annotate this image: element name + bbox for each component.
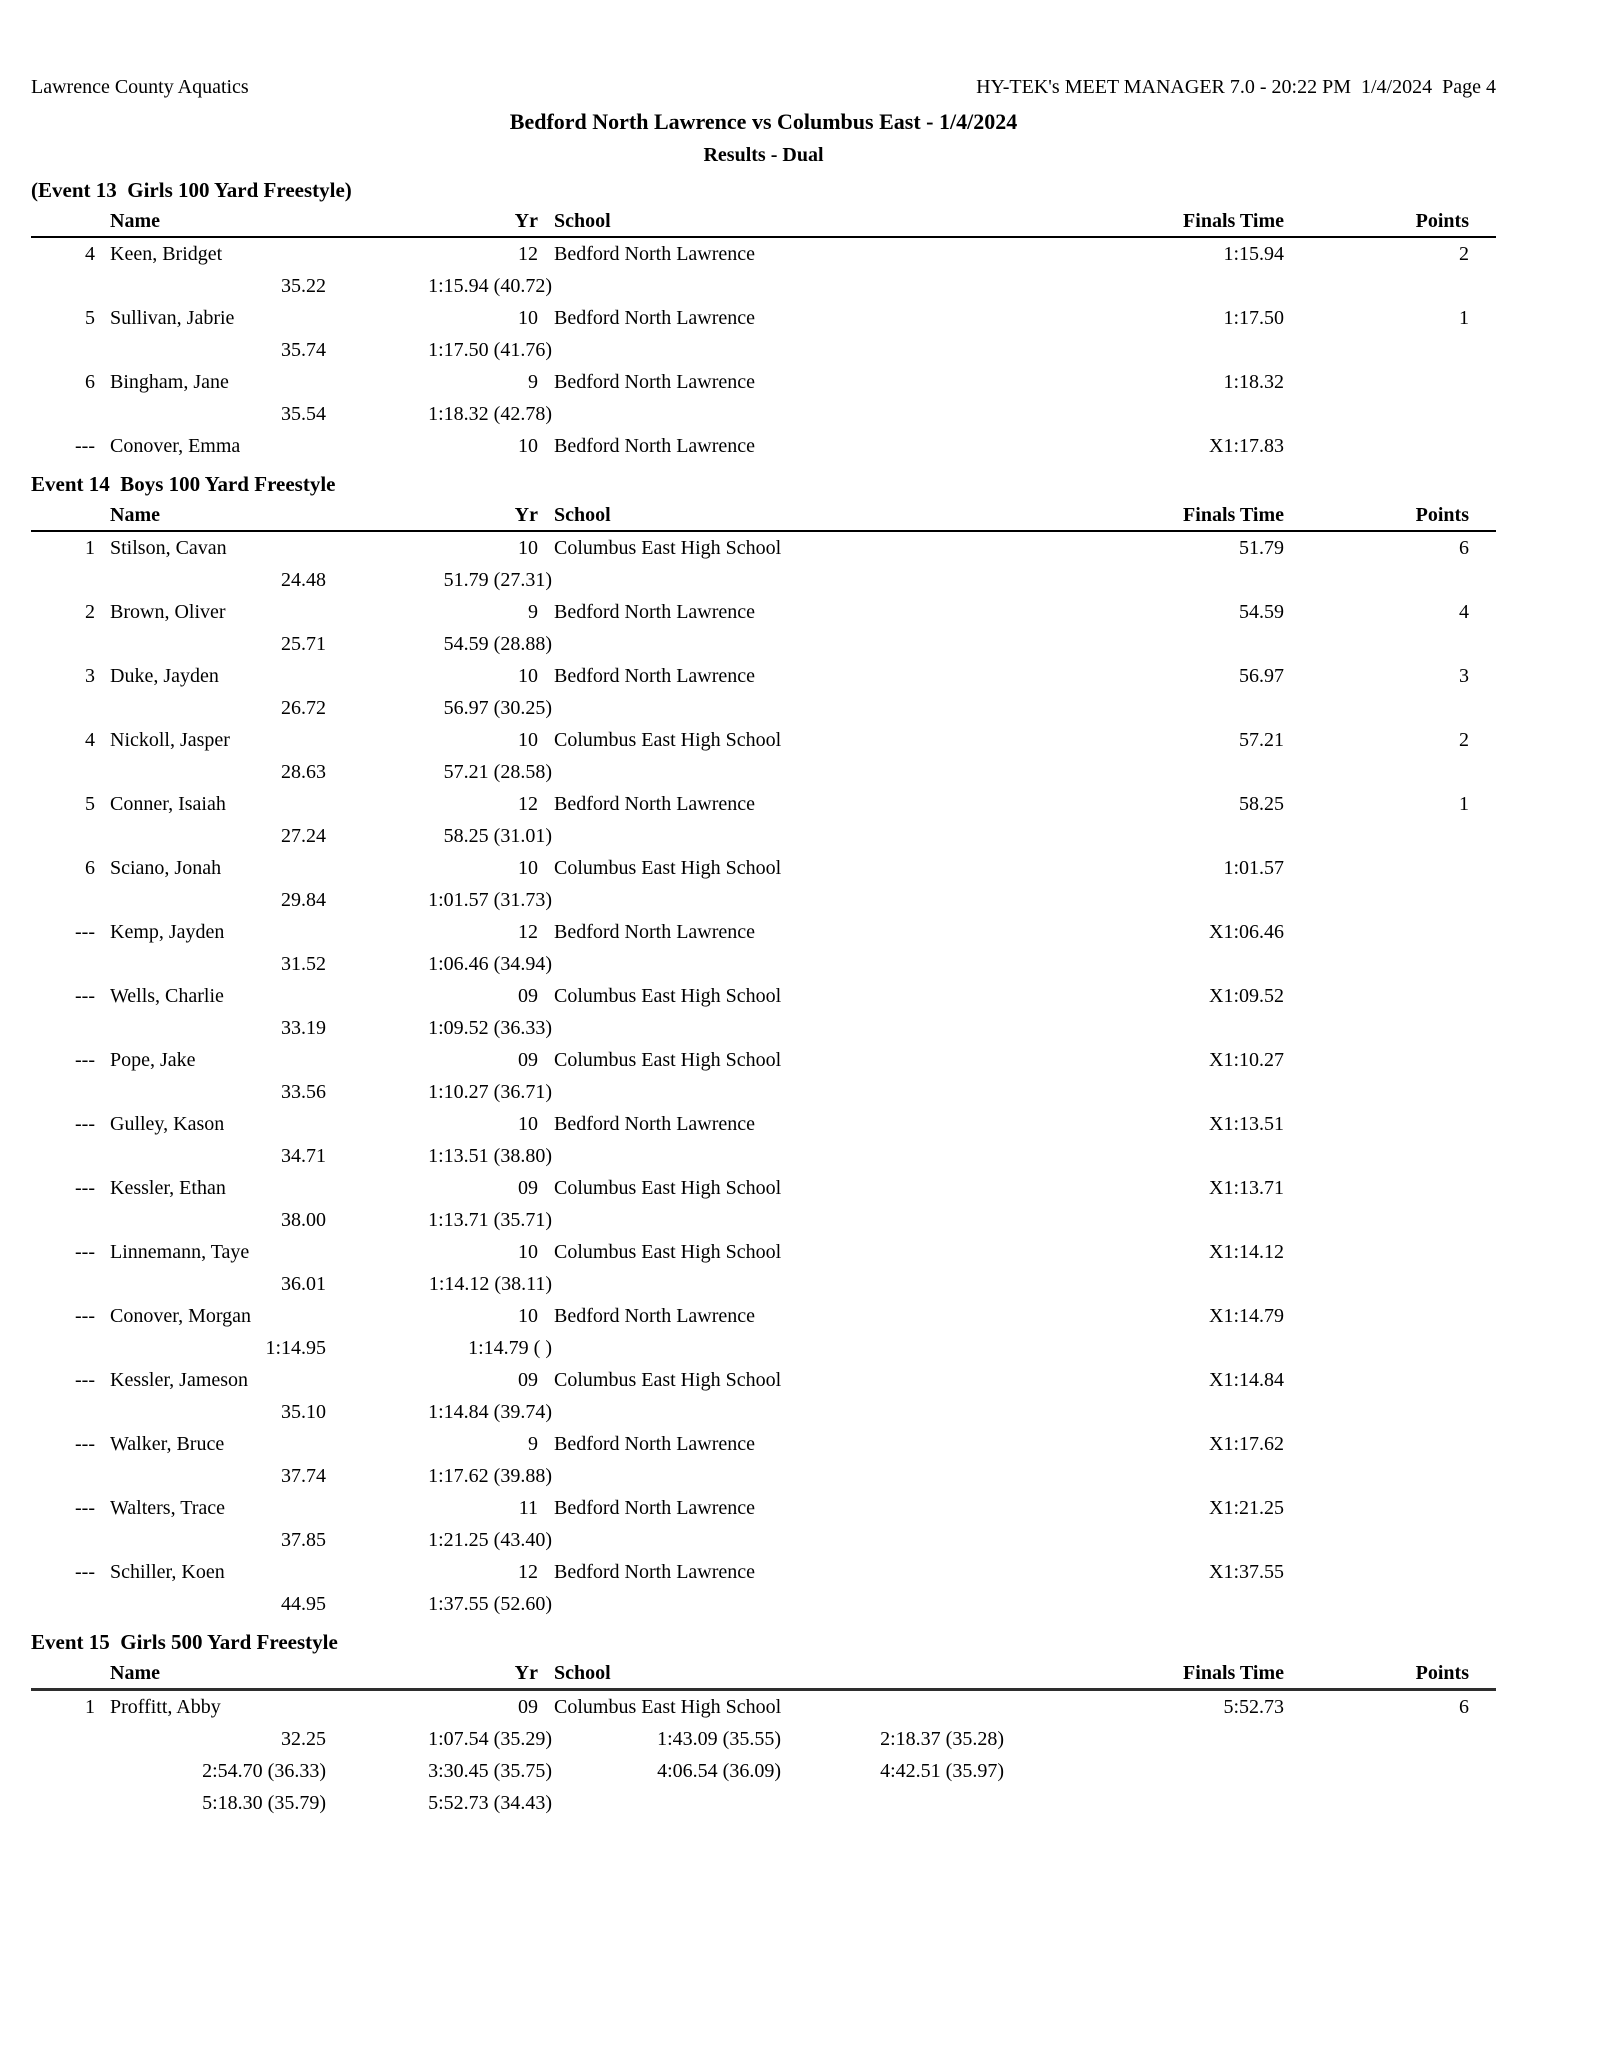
points-cell bbox=[1284, 1300, 1469, 1332]
swimmer-name: Conover, Emma bbox=[110, 435, 241, 457]
school-cell: Bedford North Lawrence bbox=[554, 1561, 756, 1583]
split-time-cell: 29.84 bbox=[281, 889, 326, 911]
split-time-cell: 24.48 bbox=[281, 569, 326, 591]
place-cell: --- bbox=[75, 985, 95, 1007]
splits-row bbox=[31, 1723, 1496, 1755]
finals-time-cell: 5:52.73 bbox=[1223, 1696, 1284, 1718]
year-cell: 10 bbox=[518, 307, 538, 329]
split-time-cell: 1:17.50 (41.76) bbox=[428, 339, 552, 361]
header-finals-time: Finals Time bbox=[1183, 210, 1284, 232]
year-cell: 10 bbox=[518, 665, 538, 687]
splits-row bbox=[31, 628, 1496, 660]
split-time-cell: 1:43.09 (35.55) bbox=[657, 1728, 781, 1750]
split-time-cell: 37.85 bbox=[281, 1529, 326, 1551]
splits-row bbox=[31, 692, 1496, 724]
swimmer-name: Sullivan, Jabrie bbox=[110, 307, 235, 329]
split-time-cell: 54.59 (28.88) bbox=[443, 633, 552, 655]
split-time-cell: 51.79 (27.31) bbox=[443, 569, 552, 591]
results-header-row bbox=[31, 500, 1496, 532]
school-cell: Columbus East High School bbox=[554, 537, 782, 559]
finals-time-cell: 56.97 bbox=[1239, 665, 1284, 687]
splits-row bbox=[31, 564, 1496, 596]
split-time-cell: 27.24 bbox=[281, 825, 326, 847]
split-time-cell: 31.52 bbox=[281, 953, 326, 975]
year-cell: 11 bbox=[518, 1497, 538, 1519]
split-time-cell: 44.95 bbox=[281, 1593, 326, 1615]
year-cell: 12 bbox=[518, 243, 538, 265]
school-cell: Columbus East High School bbox=[554, 1049, 782, 1071]
school-cell: Columbus East High School bbox=[554, 857, 782, 879]
points-cell: 1 bbox=[1459, 307, 1469, 329]
header-place-spacer bbox=[31, 206, 95, 236]
points-cell bbox=[1284, 1364, 1469, 1396]
place-cell: 4 bbox=[85, 729, 95, 751]
doc-header bbox=[31, 74, 1496, 100]
splits-row bbox=[31, 884, 1496, 916]
place-cell: --- bbox=[75, 1113, 95, 1135]
result-row bbox=[31, 302, 1496, 334]
swimmer-name: Bingham, Jane bbox=[110, 371, 229, 393]
year-cell: 10 bbox=[518, 1241, 538, 1263]
year-cell: 12 bbox=[518, 921, 538, 943]
points-cell bbox=[1284, 1492, 1469, 1524]
points-cell: 6 bbox=[1459, 537, 1469, 559]
finals-time-cell: X1:14.84 bbox=[1209, 1369, 1284, 1391]
result-row bbox=[31, 1108, 1496, 1140]
split-time-cell: 2:18.37 (35.28) bbox=[880, 1728, 1004, 1750]
splits-row bbox=[31, 1787, 1496, 1819]
split-time-cell: 1:21.25 (43.40) bbox=[428, 1529, 552, 1551]
split-time-cell: 35.54 bbox=[281, 403, 326, 425]
points-cell bbox=[1284, 916, 1469, 948]
place-cell: 3 bbox=[85, 665, 95, 687]
year-cell: 09 bbox=[518, 985, 538, 1007]
swimmer-name: Walters, Trace bbox=[110, 1497, 226, 1519]
result-row bbox=[31, 1300, 1496, 1332]
finals-time-cell: 51.79 bbox=[1239, 537, 1284, 559]
place-cell: --- bbox=[75, 921, 95, 943]
split-time-cell: 35.10 bbox=[281, 1401, 326, 1423]
header-points: Points bbox=[1415, 210, 1469, 232]
school-cell: Bedford North Lawrence bbox=[554, 1113, 756, 1135]
place-cell: --- bbox=[75, 1241, 95, 1263]
swimmer-name: Conner, Isaiah bbox=[110, 793, 226, 815]
splits-row bbox=[31, 1204, 1496, 1236]
result-row bbox=[31, 366, 1496, 398]
splits-row bbox=[31, 1332, 1496, 1364]
swimmer-name: Duke, Jayden bbox=[110, 665, 219, 687]
header-points: Points bbox=[1415, 1662, 1469, 1684]
swimmer-name: Kemp, Jayden bbox=[110, 921, 225, 943]
header-name: Name bbox=[110, 1662, 160, 1684]
points-cell bbox=[1284, 980, 1469, 1012]
swimmer-name: Brown, Oliver bbox=[110, 601, 226, 623]
splits-row bbox=[31, 398, 1496, 430]
header-yr: Yr bbox=[514, 1662, 538, 1684]
year-cell: 10 bbox=[518, 1305, 538, 1327]
result-row bbox=[31, 1044, 1496, 1076]
split-time-cell: 26.72 bbox=[281, 697, 326, 719]
year-cell: 12 bbox=[518, 1561, 538, 1583]
place-cell: --- bbox=[75, 1369, 95, 1391]
finals-time-cell: X1:13.51 bbox=[1209, 1113, 1284, 1135]
swimmer-name: Sciano, Jonah bbox=[110, 857, 222, 879]
swimmer-name: Walker, Bruce bbox=[110, 1433, 225, 1455]
finals-time-cell: 1:17.50 bbox=[1223, 307, 1284, 329]
year-cell: 10 bbox=[518, 435, 538, 457]
school-cell: Columbus East High School bbox=[554, 1696, 782, 1718]
school-cell: Bedford North Lawrence bbox=[554, 435, 756, 457]
school-cell: Bedford North Lawrence bbox=[554, 1433, 756, 1455]
split-time-cell: 35.22 bbox=[281, 275, 326, 297]
place-cell: --- bbox=[75, 1433, 95, 1455]
result-row bbox=[31, 916, 1496, 948]
event-title: Event 15 Girls 500 Yard Freestyle bbox=[31, 1630, 338, 1654]
split-time-cell: 32.25 bbox=[281, 1728, 326, 1750]
split-time-cell: 57.21 (28.58) bbox=[443, 761, 552, 783]
place-cell: --- bbox=[75, 1561, 95, 1583]
year-cell: 09 bbox=[518, 1369, 538, 1391]
split-time-cell: 1:09.52 (36.33) bbox=[428, 1017, 552, 1039]
place-cell: 1 bbox=[85, 1696, 95, 1718]
split-time-cell: 56.97 (30.25) bbox=[443, 697, 552, 719]
finals-time-cell: 1:01.57 bbox=[1223, 857, 1284, 879]
split-time-cell: 1:15.94 (40.72) bbox=[428, 275, 552, 297]
school-cell: Bedford North Lawrence bbox=[554, 601, 756, 623]
header-school: School bbox=[554, 504, 611, 526]
place-cell: 6 bbox=[85, 371, 95, 393]
result-row bbox=[31, 238, 1496, 270]
result-row bbox=[31, 1492, 1496, 1524]
splits-row bbox=[31, 1012, 1496, 1044]
split-time-cell: 1:13.51 (38.80) bbox=[428, 1145, 552, 1167]
header-place-spacer bbox=[31, 500, 95, 530]
result-row bbox=[31, 596, 1496, 628]
result-row bbox=[31, 1428, 1496, 1460]
finals-time-cell: X1:37.55 bbox=[1209, 1561, 1284, 1583]
finals-time-cell: 57.21 bbox=[1239, 729, 1284, 751]
year-cell: 12 bbox=[518, 793, 538, 815]
split-time-cell: 35.74 bbox=[281, 339, 326, 361]
header-place-spacer bbox=[31, 1658, 95, 1688]
split-time-cell: 36.01 bbox=[281, 1273, 326, 1295]
split-time-cell: 1:14.79 ( ) bbox=[468, 1337, 552, 1359]
split-time-cell: 1:01.57 (31.73) bbox=[428, 889, 552, 911]
header-name: Name bbox=[110, 210, 160, 232]
header-name: Name bbox=[110, 504, 160, 526]
result-row bbox=[31, 788, 1496, 820]
split-time-cell: 33.19 bbox=[281, 1017, 326, 1039]
split-time-cell: 4:42.51 (35.97) bbox=[880, 1760, 1004, 1782]
swimmer-name: Linnemann, Taye bbox=[110, 1241, 250, 1263]
points-cell bbox=[1284, 1236, 1469, 1268]
year-cell: 09 bbox=[518, 1049, 538, 1071]
split-time-cell: 1:14.95 bbox=[265, 1337, 326, 1359]
points-cell: 4 bbox=[1459, 601, 1469, 623]
place-cell: 2 bbox=[85, 601, 95, 623]
year-cell: 9 bbox=[528, 601, 538, 623]
split-time-cell: 1:14.84 (39.74) bbox=[428, 1401, 552, 1423]
split-time-cell: 33.56 bbox=[281, 1081, 326, 1103]
swimmer-name: Kessler, Ethan bbox=[110, 1177, 226, 1199]
header-finals-time: Finals Time bbox=[1183, 504, 1284, 526]
year-cell: 9 bbox=[528, 1433, 538, 1455]
place-cell: --- bbox=[75, 1177, 95, 1199]
result-row bbox=[31, 980, 1496, 1012]
year-cell: 10 bbox=[518, 537, 538, 559]
event-title: Event 14 Boys 100 Yard Freestyle bbox=[31, 472, 336, 496]
event-title: (Event 13 Girls 100 Yard Freestyle) bbox=[31, 178, 352, 202]
header-finals-time: Finals Time bbox=[1183, 1662, 1284, 1684]
split-time-cell: 5:18.30 (35.79) bbox=[202, 1792, 326, 1814]
split-time-cell: 58.25 (31.01) bbox=[443, 825, 552, 847]
split-time-cell: 1:06.46 (34.94) bbox=[428, 953, 552, 975]
splits-row bbox=[31, 756, 1496, 788]
result-row bbox=[31, 1691, 1496, 1723]
points-cell bbox=[1284, 366, 1469, 398]
split-time-cell: 1:13.71 (35.71) bbox=[428, 1209, 552, 1231]
split-time-cell: 2:54.70 (36.33) bbox=[202, 1760, 326, 1782]
report-meta: HY-TEK's MEET MANAGER 7.0 - 20:22 PM 1/4/2024 Page 4 bbox=[976, 76, 1496, 98]
finals-time-cell: X1:06.46 bbox=[1209, 921, 1284, 943]
swimmer-name: Pope, Jake bbox=[110, 1049, 196, 1071]
points-cell bbox=[1284, 1428, 1469, 1460]
split-time-cell: 4:06.54 (36.09) bbox=[657, 1760, 781, 1782]
year-cell: 10 bbox=[518, 857, 538, 879]
school-cell: Columbus East High School bbox=[554, 729, 782, 751]
split-time-cell: 5:52.73 (34.43) bbox=[428, 1792, 552, 1814]
event-section bbox=[31, 468, 1496, 1620]
points-cell: 1 bbox=[1459, 793, 1469, 815]
split-time-cell: 1:18.32 (42.78) bbox=[428, 403, 552, 425]
school-cell: Columbus East High School bbox=[554, 1177, 782, 1199]
points-cell bbox=[1284, 430, 1469, 462]
split-time-cell: 34.71 bbox=[281, 1145, 326, 1167]
school-cell: Columbus East High School bbox=[554, 1241, 782, 1263]
finals-time-cell: X1:13.71 bbox=[1209, 1177, 1284, 1199]
result-row bbox=[31, 1172, 1496, 1204]
points-cell: 6 bbox=[1459, 1696, 1469, 1718]
points-cell bbox=[1284, 1556, 1469, 1588]
splits-row bbox=[31, 1140, 1496, 1172]
place-cell: --- bbox=[75, 1049, 95, 1071]
points-cell: 2 bbox=[1459, 243, 1469, 265]
finals-time-cell: 1:18.32 bbox=[1223, 371, 1284, 393]
finals-time-cell: X1:21.25 bbox=[1209, 1497, 1284, 1519]
report-type: Results - Dual bbox=[703, 144, 824, 166]
result-row bbox=[31, 1556, 1496, 1588]
points-cell: 3 bbox=[1459, 665, 1469, 687]
place-cell: 6 bbox=[85, 857, 95, 879]
school-cell: Bedford North Lawrence bbox=[554, 307, 756, 329]
swimmer-name: Schiller, Koen bbox=[110, 1561, 225, 1583]
results-header-row bbox=[31, 206, 1496, 238]
result-row bbox=[31, 1236, 1496, 1268]
meet-title: Bedford North Lawrence vs Columbus East - 1/4/2024 bbox=[509, 109, 1018, 134]
splits-row bbox=[31, 270, 1496, 302]
result-row bbox=[31, 660, 1496, 692]
year-cell: 9 bbox=[528, 371, 538, 393]
swimmer-name: Conover, Morgan bbox=[110, 1305, 252, 1327]
split-time-cell: 38.00 bbox=[281, 1209, 326, 1231]
organization-name: Lawrence County Aquatics bbox=[31, 76, 249, 98]
split-time-cell: 1:17.62 (39.88) bbox=[428, 1465, 552, 1487]
place-cell: 4 bbox=[85, 243, 95, 265]
splits-row bbox=[31, 1524, 1496, 1556]
events-container bbox=[31, 174, 1496, 1819]
finals-time-cell: X1:09.52 bbox=[1209, 985, 1284, 1007]
school-cell: Bedford North Lawrence bbox=[554, 921, 756, 943]
swimmer-name: Kessler, Jameson bbox=[110, 1369, 249, 1391]
year-cell: 09 bbox=[518, 1696, 538, 1718]
finals-time-cell: X1:17.83 bbox=[1209, 435, 1284, 457]
place-cell: --- bbox=[75, 1305, 95, 1327]
split-time-cell: 3:30.45 (35.75) bbox=[428, 1760, 552, 1782]
split-time-cell: 37.74 bbox=[281, 1465, 326, 1487]
finals-time-cell: 54.59 bbox=[1239, 601, 1284, 623]
split-time-cell: 1:14.12 (38.11) bbox=[428, 1273, 552, 1295]
year-cell: 09 bbox=[518, 1177, 538, 1199]
splits-row bbox=[31, 1268, 1496, 1300]
splits-row bbox=[31, 334, 1496, 366]
result-row bbox=[31, 430, 1496, 462]
splits-row bbox=[31, 820, 1496, 852]
school-cell: Bedford North Lawrence bbox=[554, 1305, 756, 1327]
points-cell: 2 bbox=[1459, 729, 1469, 751]
swimmer-name: Gulley, Kason bbox=[110, 1113, 225, 1135]
splits-row bbox=[31, 1396, 1496, 1428]
school-cell: Bedford North Lawrence bbox=[554, 371, 756, 393]
school-cell: Bedford North Lawrence bbox=[554, 1497, 756, 1519]
points-cell bbox=[1284, 1172, 1469, 1204]
swimmer-name: Proffitt, Abby bbox=[110, 1696, 221, 1718]
event-section bbox=[31, 174, 1496, 462]
split-time-cell: 25.71 bbox=[281, 633, 326, 655]
place-cell: --- bbox=[75, 1497, 95, 1519]
points-cell bbox=[1284, 852, 1469, 884]
finals-time-cell: 1:15.94 bbox=[1223, 243, 1284, 265]
split-time-cell: 1:10.27 (36.71) bbox=[428, 1081, 552, 1103]
place-cell: 5 bbox=[85, 307, 95, 329]
school-cell: Columbus East High School bbox=[554, 1369, 782, 1391]
result-row bbox=[31, 724, 1496, 756]
header-yr: Yr bbox=[514, 210, 538, 232]
splits-row bbox=[31, 1076, 1496, 1108]
header-points: Points bbox=[1415, 504, 1469, 526]
swimmer-name: Wells, Charlie bbox=[110, 985, 224, 1007]
place-cell: 5 bbox=[85, 793, 95, 815]
school-cell: Bedford North Lawrence bbox=[554, 793, 756, 815]
header-school: School bbox=[554, 210, 611, 232]
place-cell: 1 bbox=[85, 537, 95, 559]
year-cell: 10 bbox=[518, 729, 538, 751]
points-cell bbox=[1284, 1044, 1469, 1076]
splits-row bbox=[31, 948, 1496, 980]
splits-row bbox=[31, 1460, 1496, 1492]
school-cell: Bedford North Lawrence bbox=[554, 665, 756, 687]
swimmer-name: Keen, Bridget bbox=[110, 243, 223, 265]
split-time-cell: 1:37.55 (52.60) bbox=[428, 1593, 552, 1615]
school-cell: Columbus East High School bbox=[554, 985, 782, 1007]
split-time-cell: 1:07.54 (35.29) bbox=[428, 1728, 552, 1750]
event-section bbox=[31, 1626, 1496, 1819]
result-row bbox=[31, 1364, 1496, 1396]
result-row bbox=[31, 532, 1496, 564]
points-cell bbox=[1284, 1108, 1469, 1140]
header-yr: Yr bbox=[514, 504, 538, 526]
finals-time-cell: X1:14.79 bbox=[1209, 1305, 1284, 1327]
splits-row bbox=[31, 1588, 1496, 1620]
swimmer-name: Stilson, Cavan bbox=[110, 537, 227, 559]
finals-time-cell: 58.25 bbox=[1239, 793, 1284, 815]
header-school: School bbox=[554, 1662, 611, 1684]
year-cell: 10 bbox=[518, 1113, 538, 1135]
place-cell: --- bbox=[75, 435, 95, 457]
result-row bbox=[31, 852, 1496, 884]
split-time-cell: 28.63 bbox=[281, 761, 326, 783]
finals-time-cell: X1:17.62 bbox=[1209, 1433, 1284, 1455]
swimmer-name: Nickoll, Jasper bbox=[110, 729, 230, 751]
school-cell: Bedford North Lawrence bbox=[554, 243, 756, 265]
finals-time-cell: X1:14.12 bbox=[1209, 1241, 1284, 1263]
results-header-row bbox=[31, 1658, 1496, 1691]
finals-time-cell: X1:10.27 bbox=[1209, 1049, 1284, 1071]
splits-row bbox=[31, 1755, 1496, 1787]
